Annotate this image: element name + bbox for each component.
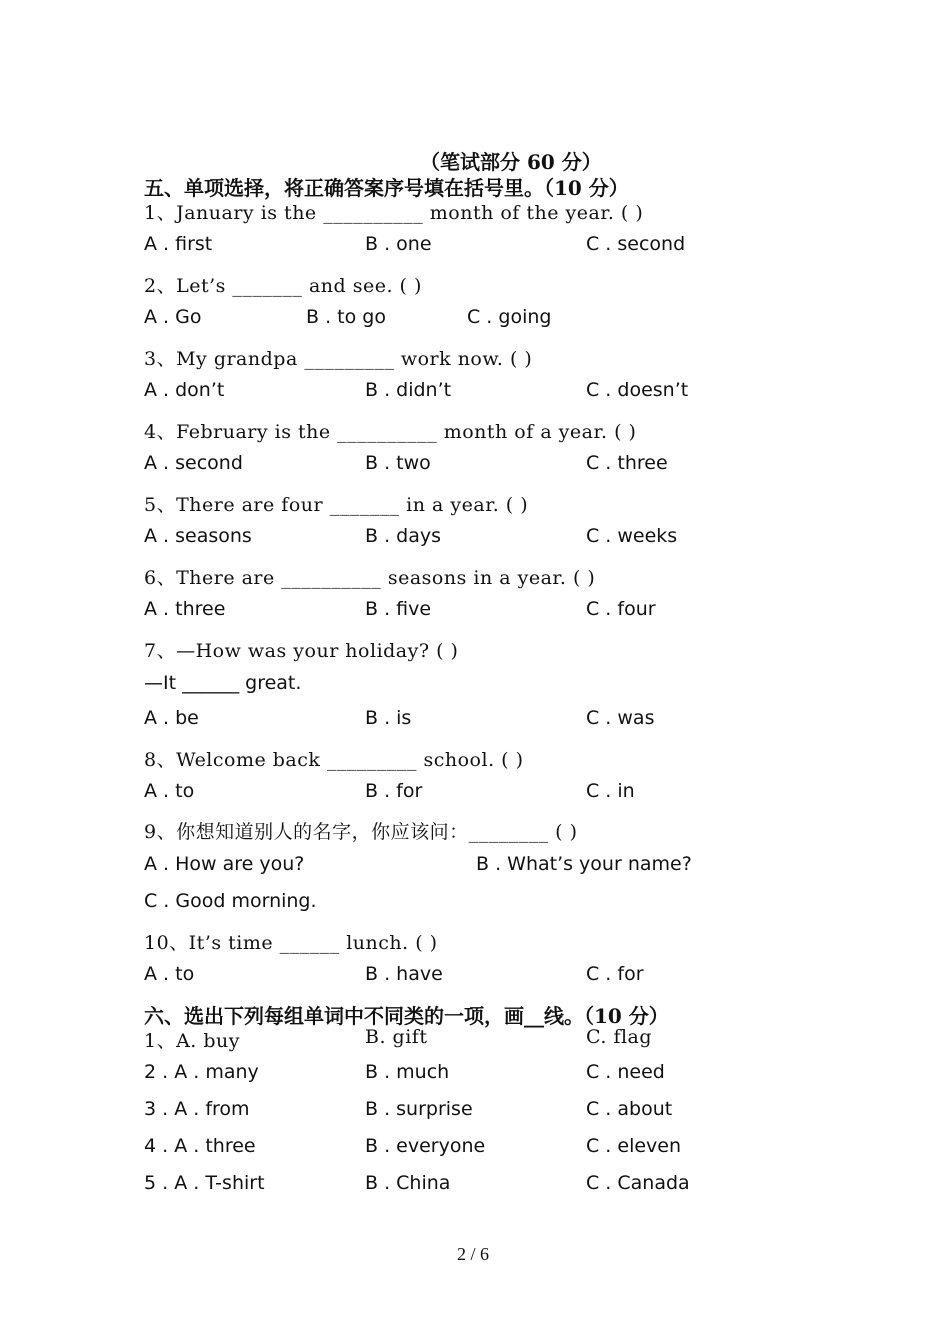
question-9-stem: 9、你想知道别人的名字，你应该问：________ ( ) [144, 821, 578, 843]
question-10-option-c: C . for [586, 963, 644, 985]
group-4-option-a: 4 . A . three [144, 1135, 256, 1157]
question-4-option-c: C . three [586, 452, 668, 474]
group-1-option-c: C. flag [586, 1026, 653, 1048]
question-7-stem: 7、—How was your holiday? ( ) [144, 640, 459, 662]
question-7-answer-line: —It ______ great. [144, 672, 302, 694]
question-6-option-a: A . three [144, 598, 226, 620]
group-3-option-c: C . about [586, 1098, 673, 1120]
question-8-stem: 8、Welcome back _________ school. ( ) [144, 749, 524, 771]
question-5-option-b: B . days [365, 525, 441, 547]
question-9-option-b: B . What’s your name? [476, 853, 692, 875]
group-5-option-a: 5 . A . T-shirt [144, 1172, 265, 1194]
question-8-option-a: A . to [144, 780, 195, 802]
section-six-heading: 六、选出下列每组单词中不同类的一项，画__线。（10 分） [144, 1004, 669, 1028]
question-2-option-a: A . Go [144, 306, 202, 328]
question-9-option-a: A . How are you? [144, 853, 305, 875]
group-2-option-b: B . much [365, 1061, 450, 1083]
question-8-option-c: C . in [586, 780, 635, 802]
question-3-option-b: B . didn’t [365, 379, 452, 401]
question-3-stem: 3、My grandpa _________ work now. ( ) [144, 348, 533, 370]
question-3-option-a: A . don’t [144, 379, 225, 401]
question-10-option-b: B . have [365, 963, 443, 985]
question-5-option-a: A . seasons [144, 525, 252, 547]
group-1-option-b: B. gift [365, 1026, 428, 1048]
question-1-option-a: A . first [144, 233, 213, 255]
page-number: 2 / 6 [457, 1244, 490, 1264]
question-4-stem: 4、February is the __________ month of a year. ( ) [144, 421, 637, 443]
question-2-option-c: C . going [467, 306, 552, 328]
question-6-stem: 6、There are __________ seasons in a year. ( ) [144, 567, 596, 589]
group-5-option-b: B . China [365, 1172, 451, 1194]
question-3-option-c: C . doesn’t [586, 379, 689, 401]
question-7-option-b: B . is [365, 707, 412, 729]
group-4-option-b: B . everyone [365, 1135, 486, 1157]
question-10-option-a: A . to [144, 963, 195, 985]
question-5-option-c: C . weeks [586, 525, 678, 547]
question-4-option-b: B . two [365, 452, 431, 474]
question-4-option-a: A . second [144, 452, 243, 474]
question-1-option-b: B . one [365, 233, 432, 255]
question-7-option-c: C . was [586, 707, 655, 729]
question-2-stem: 2、Let’s _______ and see. ( ) [144, 275, 422, 297]
group-5-option-c: C . Canada [586, 1172, 690, 1194]
group-4-option-c: C . eleven [586, 1135, 682, 1157]
question-10-stem: 10、It’s time ______ lunch. ( ) [144, 932, 438, 954]
question-9-option-c: C . Good morning. [144, 890, 317, 912]
group-1-option-a: 1、A. buy [144, 1030, 241, 1052]
group-2-option-c: C . need [586, 1061, 665, 1083]
group-2-option-a: 2 . A . many [144, 1061, 259, 1083]
question-5-stem: 5、There are four _______ in a year. ( ) [144, 494, 529, 516]
question-6-option-c: C . four [586, 598, 656, 620]
question-8-option-b: B . for [365, 780, 423, 802]
section-five-heading: 五、单项选择，将正确答案序号填在括号里。（10 分） [144, 176, 629, 200]
question-1-option-c: C . second [586, 233, 686, 255]
question-6-option-b: B . five [365, 598, 432, 620]
question-2-option-b: B . to go [306, 306, 386, 328]
group-3-option-b: B . surprise [365, 1098, 473, 1120]
group-3-option-a: 3 . A . from [144, 1098, 250, 1120]
page-title: （笔试部分 60 分） [420, 150, 602, 174]
question-7-option-a: A . be [144, 707, 199, 729]
question-1-stem: 1、January is the __________ month of the year. ( ) [144, 202, 644, 224]
